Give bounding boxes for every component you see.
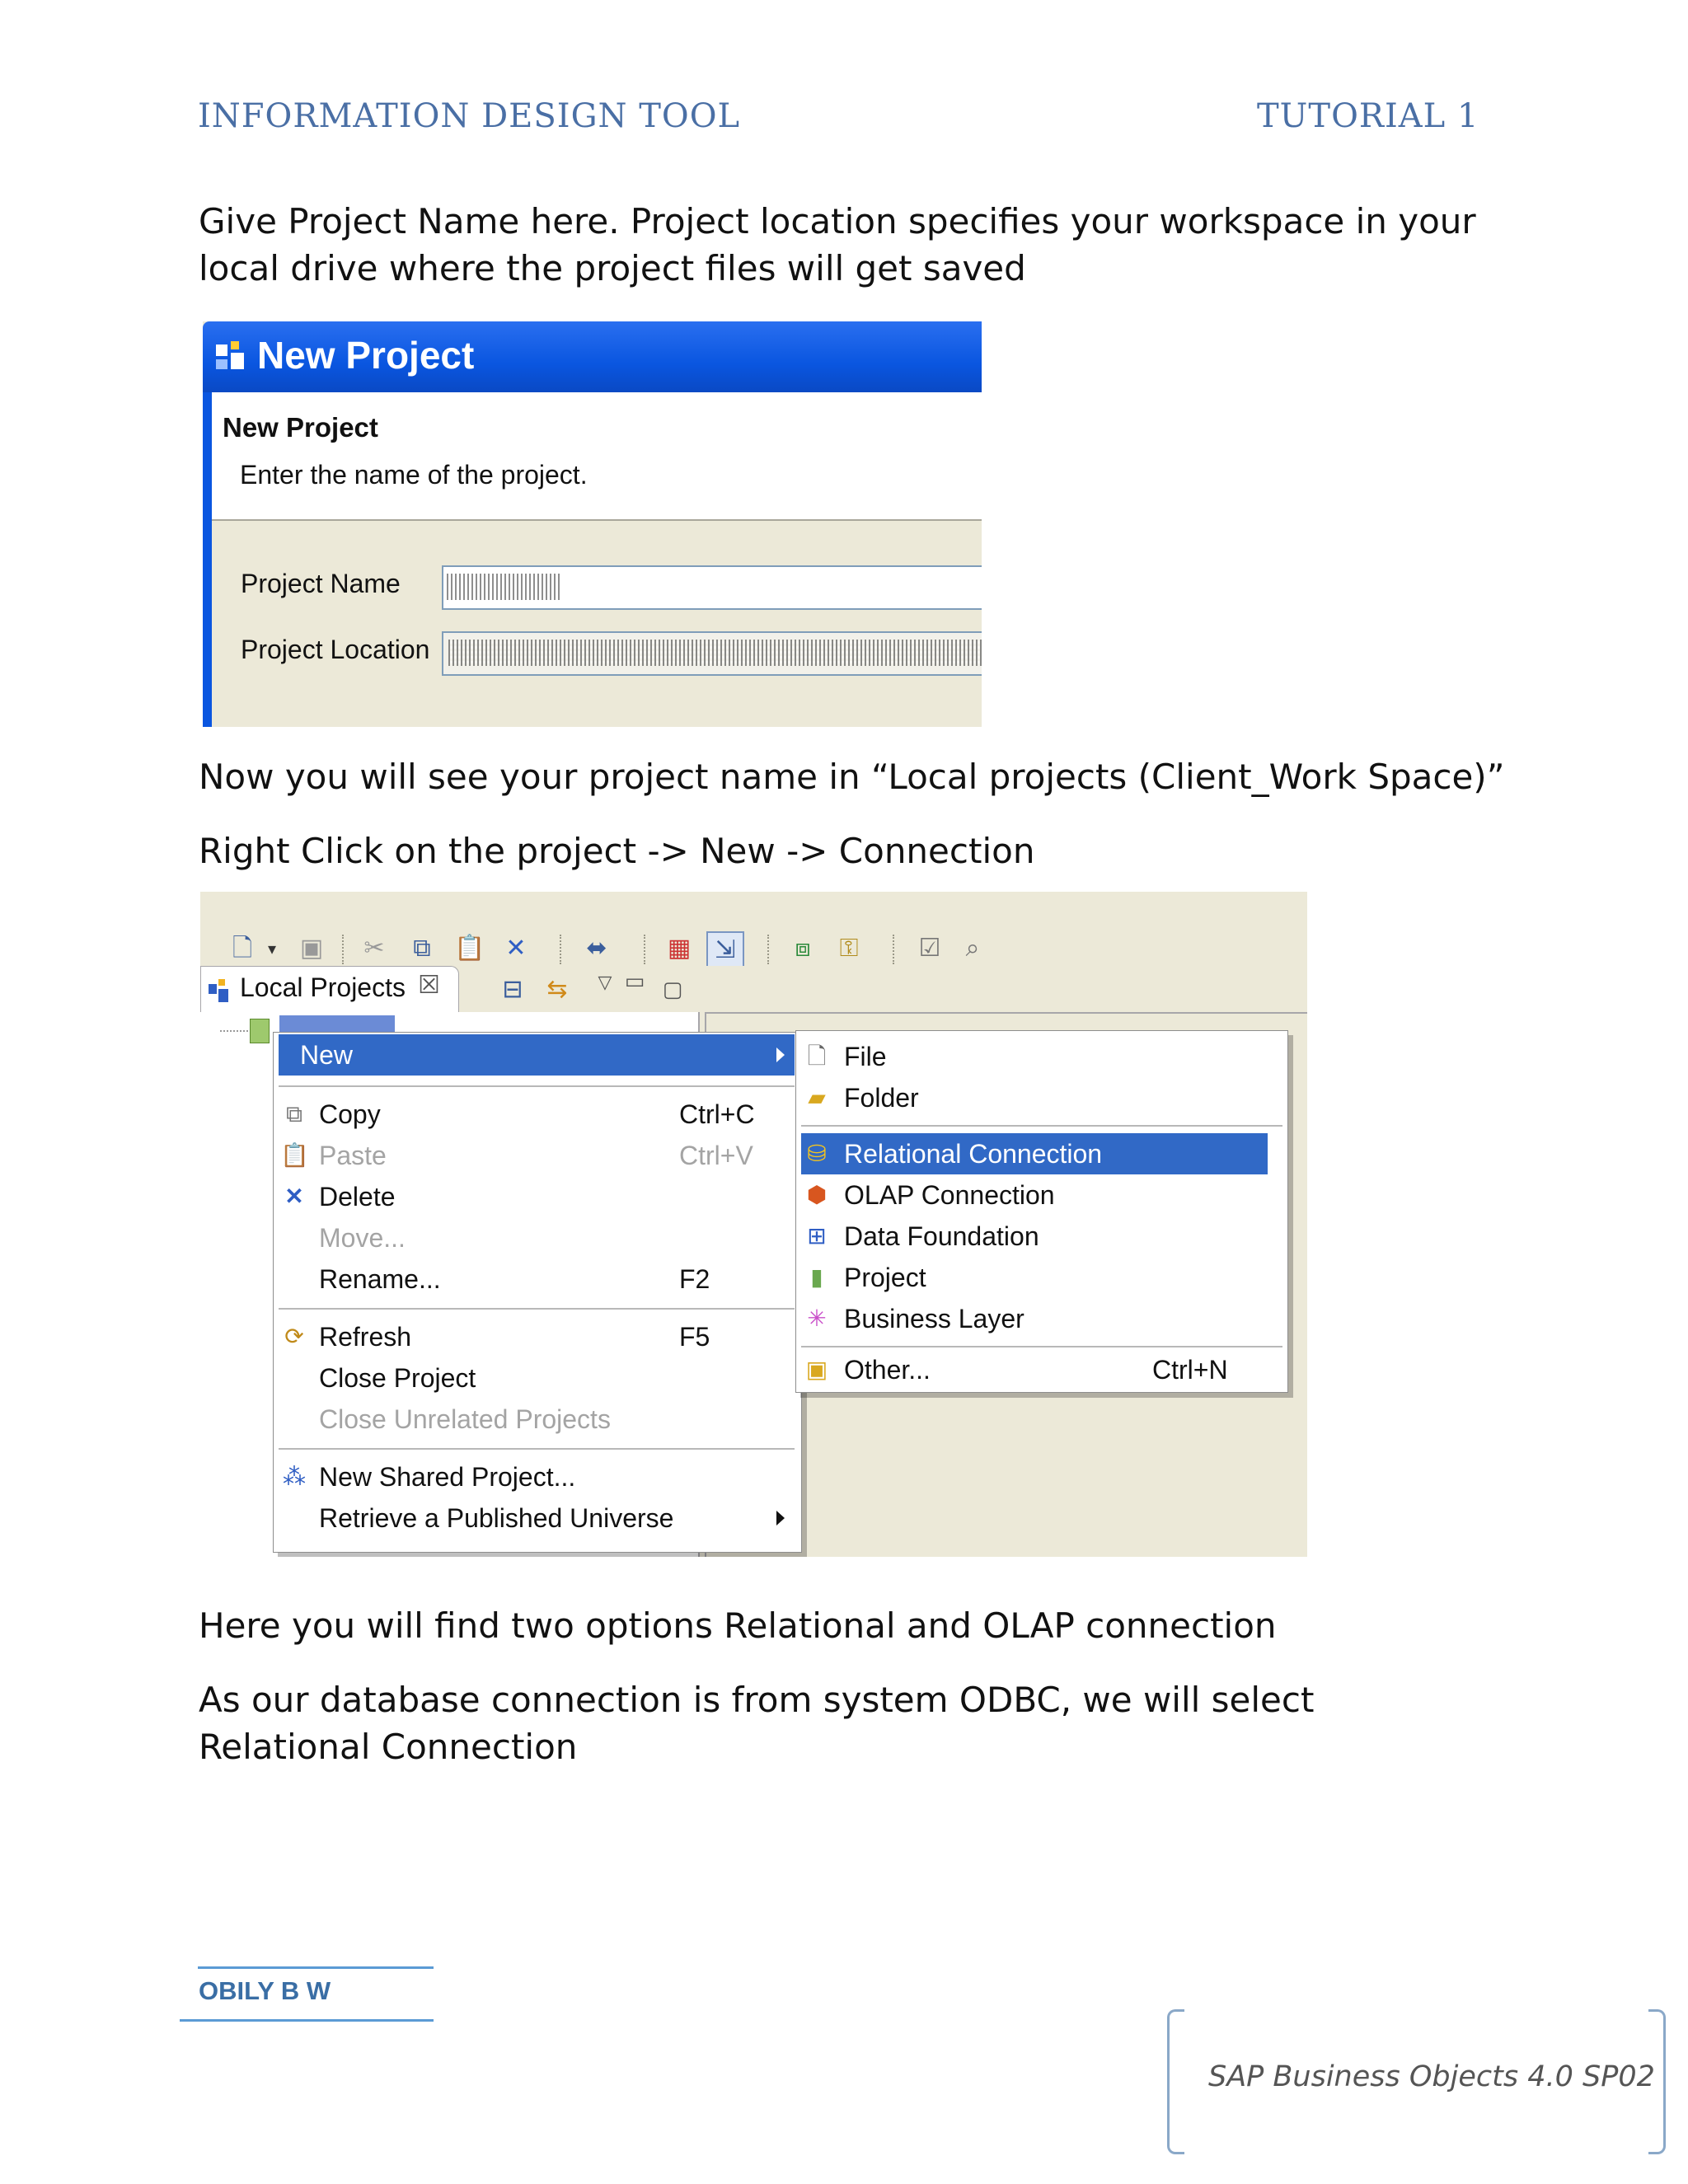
folder-icon: ▰ — [808, 1085, 826, 1110]
paste-shortcut: Ctrl+V — [679, 1141, 753, 1170]
menu-separator — [801, 1125, 1282, 1127]
toolbar-separator — [644, 935, 648, 964]
menu-item-copy[interactable] — [274, 1094, 801, 1135]
local-projects-tab-label: Local Projects — [240, 972, 406, 1002]
toolbar-separator — [767, 935, 771, 964]
menu-item-delete-label: Delete — [319, 1182, 396, 1212]
dialog-titlebar — [203, 321, 982, 392]
instruction-paragraph-4: Here you will find two options Relational and OLAP connection — [199, 1605, 1277, 1646]
footer-rule-top — [198, 1966, 434, 1969]
cut-icon[interactable]: ✂ — [363, 934, 385, 963]
link-editor-icon[interactable]: ⇆ — [546, 975, 568, 1004]
menu-item-close-project[interactable] — [274, 1357, 801, 1399]
submenu-item-relational-connection[interactable] — [801, 1133, 1268, 1174]
menu-item-new-shared-project-label: New Shared Project... — [319, 1462, 576, 1492]
collapse-all-icon[interactable]: ⊟ — [502, 975, 523, 1004]
file-icon: 🗋 — [807, 1043, 827, 1069]
submenu-item-business-layer[interactable] — [796, 1298, 1287, 1339]
local-projects-toggle-icon[interactable]: ⇲ — [706, 931, 744, 969]
menu-item-new-label: New — [300, 1040, 354, 1070]
new-document-icon[interactable]: 🗋 — [232, 934, 253, 963]
menu-separator — [801, 1346, 1282, 1347]
submenu-item-data-foundation-label: Data Foundation — [844, 1221, 1039, 1251]
footer-author: OBILY B W — [199, 1976, 331, 2005]
paste-icon: 📋 — [280, 1142, 309, 1168]
submenu-item-folder[interactable] — [796, 1077, 1287, 1118]
menu-item-refresh[interactable] — [274, 1316, 801, 1357]
business-layer-icon: ✳ — [807, 1305, 827, 1331]
refresh-icon: ⟳ — [284, 1324, 304, 1349]
project-location-field[interactable] — [442, 631, 982, 676]
menu-bar-cropped — [200, 892, 1307, 907]
idt-workspace-screenshot — [200, 892, 1307, 1557]
other-shortcut: Ctrl+N — [1152, 1355, 1228, 1385]
other-wizard-icon: ▣ — [805, 1357, 828, 1382]
submenu-item-file-label: File — [844, 1042, 887, 1071]
submenu-item-project-label: Project — [844, 1263, 926, 1292]
submenu-item-data-foundation[interactable] — [796, 1216, 1287, 1257]
menu-separator — [279, 1085, 795, 1087]
redacted-text — [447, 574, 562, 600]
footer-rule-bottom — [180, 2019, 434, 2022]
editor-area-header — [705, 966, 1307, 1014]
project-icon: ▮ — [810, 1264, 823, 1290]
toolbar-separator — [342, 935, 346, 964]
delete-icon[interactable]: ✕ — [505, 934, 527, 963]
menu-item-delete[interactable] — [274, 1176, 801, 1217]
check-integrity-icon[interactable]: ☑ — [918, 934, 941, 963]
dropdown-arrow-icon[interactable]: ▾ — [267, 939, 277, 958]
menu-separator — [279, 1308, 795, 1310]
main-toolbar — [200, 907, 1307, 967]
maximize-icon[interactable]: ▢ — [662, 977, 683, 1002]
submenu-item-file[interactable] — [796, 1036, 1287, 1077]
footer-product: SAP Business Objects 4.0 SP02 — [1208, 2060, 1655, 2093]
menu-item-new-shared-project[interactable] — [274, 1456, 801, 1497]
submenu-item-other[interactable] — [796, 1349, 1287, 1390]
data-foundation-icon: ⊞ — [807, 1223, 827, 1249]
rename-shortcut: F2 — [679, 1264, 710, 1294]
header-title: INFORMATION DESIGN TOOL — [198, 97, 741, 135]
local-projects-icon — [207, 977, 233, 1004]
redacted-text — [448, 640, 982, 666]
menu-item-paste-label: Paste — [319, 1141, 387, 1170]
save-icon[interactable]: ▣ — [299, 934, 324, 963]
toolbar-separator — [893, 935, 897, 964]
instruction-paragraph-2: Now you will see your project name in “Local projects (Client_Work Space)” — [199, 757, 1505, 797]
paste-icon[interactable]: 📋 — [454, 934, 485, 963]
view-menu-icon[interactable]: ▽ — [598, 972, 612, 993]
menu-item-refresh-label: Refresh — [319, 1322, 412, 1352]
menu-item-paste[interactable] — [274, 1135, 801, 1176]
submenu-item-olap-connection[interactable] — [796, 1174, 1287, 1216]
project-location-label: Project Location — [241, 635, 430, 664]
menu-item-copy-label: Copy — [319, 1099, 381, 1129]
copy-icon[interactable]: ⧉ — [413, 934, 431, 963]
connection-icon[interactable]: ⬌ — [586, 934, 607, 963]
submenu-arrow-icon — [776, 1511, 785, 1526]
menu-item-retrieve-universe[interactable] — [274, 1497, 801, 1539]
menu-item-move-label: Move... — [319, 1223, 406, 1253]
business-layer-icon[interactable]: ⚿ — [839, 934, 859, 963]
project-name-label: Project Name — [241, 569, 401, 598]
project-icon — [250, 1019, 270, 1043]
menu-item-move[interactable] — [274, 1217, 801, 1258]
binoculars-icon[interactable]: ⌕ — [965, 934, 980, 963]
new-submenu — [795, 1030, 1288, 1393]
menu-item-close-unrelated-label: Close Unrelated Projects — [319, 1404, 611, 1434]
olap-connection-icon: ⬢ — [806, 1182, 828, 1207]
submenu-item-other-label: Other... — [844, 1355, 931, 1385]
submenu-item-business-layer-label: Business Layer — [844, 1304, 1025, 1333]
menu-item-close-unrelated[interactable] — [274, 1399, 801, 1440]
instruction-paragraph-3: Right Click on the project -> New -> Connection — [199, 831, 1035, 871]
copy-shortcut: Ctrl+C — [679, 1099, 755, 1129]
new-project-dialog — [203, 321, 982, 727]
minimize-icon[interactable]: ▭ — [624, 969, 645, 994]
data-foundation-icon[interactable]: ⧈ — [795, 934, 811, 963]
instruction-paragraph-1: Give Project Name here. Project location specifies your workspace in your local drive where the project files will get saved — [199, 201, 1476, 288]
menu-item-rename-label: Rename... — [319, 1264, 441, 1294]
banner-subtitle: Enter the name of the project. — [240, 460, 588, 490]
idt-app-icon — [214, 340, 247, 373]
dialog-title: New Project — [257, 334, 475, 377]
project-name-field[interactable] — [442, 565, 982, 610]
tree-connector — [220, 1030, 248, 1032]
submenu-arrow-icon — [776, 1047, 785, 1062]
submenu-item-folder-label: Folder — [844, 1083, 919, 1113]
footer-bracket-left — [1167, 2009, 1184, 2154]
delete-icon: ✕ — [284, 1183, 304, 1209]
header-tutorial: TUTORIAL 1 — [1257, 97, 1479, 135]
menu-item-new[interactable] — [279, 1034, 795, 1076]
menu-separator — [279, 1448, 795, 1450]
dialog-left-border — [203, 392, 212, 727]
submenu-item-relational-connection-label: Relational Connection — [844, 1139, 1103, 1169]
copy-icon: ⧉ — [286, 1101, 302, 1127]
menu-item-rename[interactable] — [274, 1258, 801, 1300]
menu-item-close-project-label: Close Project — [319, 1363, 476, 1393]
submenu-item-project[interactable] — [796, 1257, 1287, 1298]
shared-project-icon: ⁂ — [283, 1464, 306, 1489]
close-tab-icon[interactable]: ☒ — [418, 971, 440, 1000]
instruction-paragraph-5: As our database connection is from system ODBC, we will select Relational Connection — [199, 1680, 1315, 1767]
submenu-item-olap-connection-label: OLAP Connection — [844, 1180, 1055, 1210]
banner-heading: New Project — [223, 412, 378, 443]
toolbar-separator — [560, 935, 564, 964]
report-icon[interactable]: ▦ — [667, 934, 692, 963]
context-menu — [273, 1032, 802, 1553]
relational-connection-icon: ⛁ — [807, 1141, 827, 1166]
menu-item-retrieve-universe-label: Retrieve a Published Universe — [319, 1503, 674, 1533]
refresh-shortcut: F5 — [679, 1322, 710, 1352]
